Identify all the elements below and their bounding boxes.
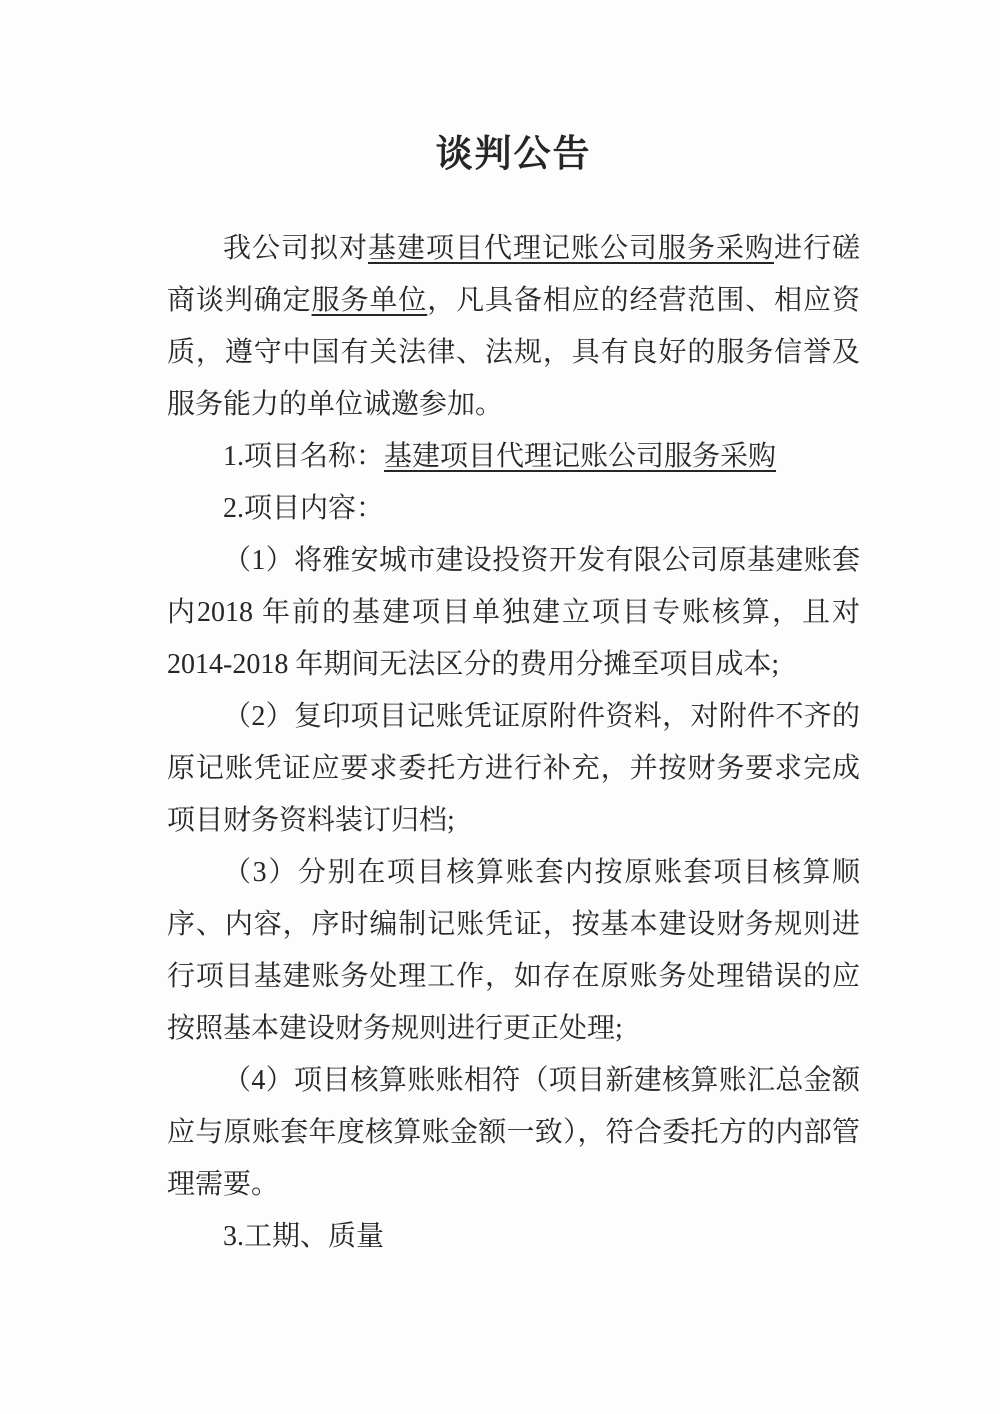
underlined-text: 基建项目代理记账公司服务采购 bbox=[384, 441, 777, 472]
paragraph bbox=[167, 483, 860, 535]
paragraph bbox=[167, 1055, 860, 1211]
text-segment: （2）复印项目记账凭证原附件资料，对附件不齐的原记账凭证应要求委托方进行补充，并按财务要求完成项目财务资料装订归档; bbox=[167, 701, 860, 836]
document-title: 谈判公告 bbox=[435, 134, 592, 175]
text-segment: ，凡具备相应的经营范围、相应资质，遵守中国有关法律、法规，具有良好的服务信誉及服务能力的单位诚邀参加。 bbox=[167, 285, 860, 420]
underlined-text: 基建项目代理记账公司服务采购 bbox=[368, 233, 774, 264]
paragraph bbox=[167, 535, 860, 691]
paragraph bbox=[167, 431, 860, 483]
text-segment: 2.项目内容： bbox=[223, 493, 385, 524]
text-segment: 3.工期、质量 bbox=[223, 1221, 385, 1252]
text-segment: （4）项目核算账账相符（项目新建核算账汇总金额应与原账套年度核算账金额一致），符合委托方的内部管理需要。 bbox=[167, 1065, 860, 1200]
underlined-text: 服务单位 bbox=[311, 285, 428, 316]
text-segment: 我公司拟对 bbox=[223, 233, 368, 264]
paragraph bbox=[167, 223, 860, 431]
text-segment: 进行磋商谈判确定 bbox=[167, 233, 860, 316]
paragraph bbox=[167, 691, 860, 847]
text-segment: 1.项目名称： bbox=[223, 441, 385, 472]
document-body bbox=[167, 223, 860, 1263]
paragraph bbox=[167, 1211, 860, 1263]
paragraph bbox=[167, 847, 860, 1055]
text-segment: （3）分别在项目核算账套内按原账套项目核算顺序、内容，序时编制记账凭证，按基本建设财务规则进行项目基建账务处理工作，如存在原账务处理错误的应按照基本建设财务规则进行更正处理; bbox=[167, 857, 860, 1044]
text-segment: （1）将雅安城市建设投资开发有限公司原基建账套内2018 年前的基建项目单独建立项目专账核算，且对2014-2018 年期间无法区分的费用分摊至项目成本; bbox=[167, 545, 860, 680]
